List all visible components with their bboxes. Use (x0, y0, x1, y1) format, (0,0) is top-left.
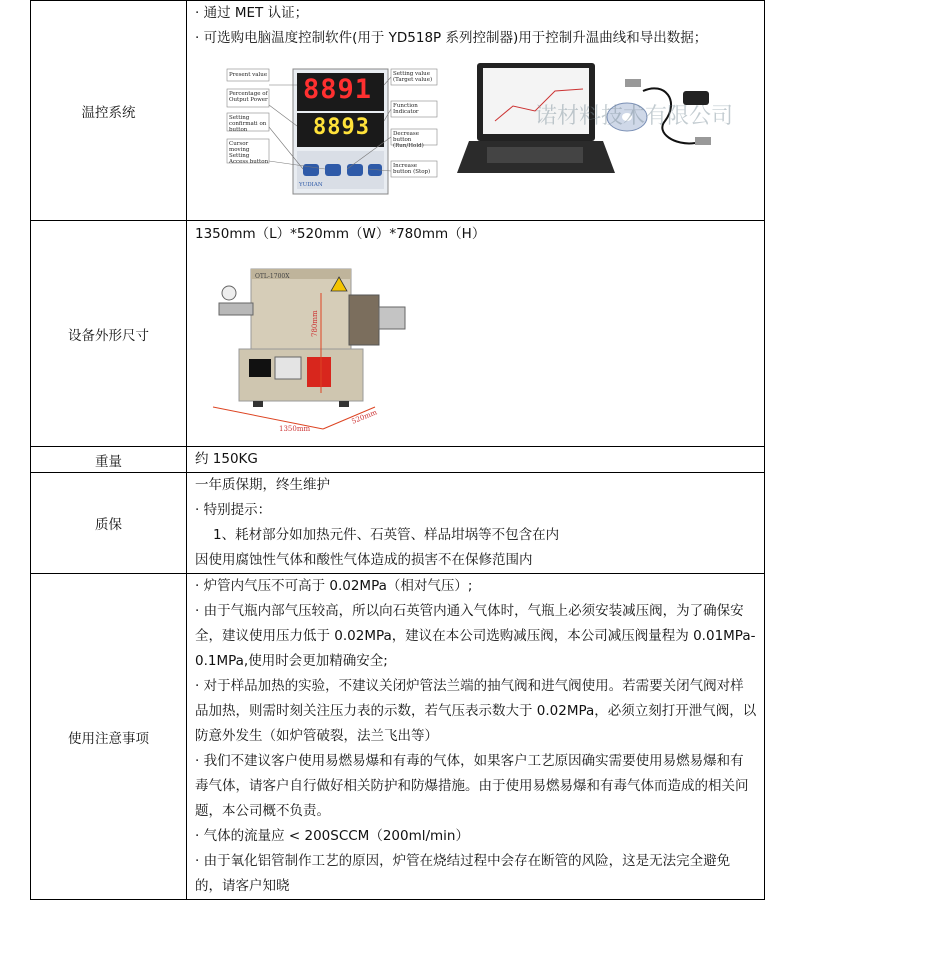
note-3: · 对于样品加热的实验，不建议关闭炉管法兰端的抽气阀和进气阀使用。若需要关闭气阀对样品加热，则需时刻关注压力表的示数，若气压表示数大于 0.02MPa，必须立刻打开泄气阀，以防意外发生（如炉管破裂，法兰飞出等） (195, 678, 757, 744)
note-6: · 由于氧化铝管制作工艺的原因，炉管在烧结过程中会存在断管的风险，这是无法完全避免的，请客户知晓 (195, 853, 731, 894)
callout-confirm-button: Setting confirmati on button (229, 115, 267, 133)
value-dimensions (187, 221, 765, 447)
dim-length-label: 1350mm (279, 425, 311, 433)
furnace-model-label: OTL-1700X (255, 273, 290, 280)
brand-label: YUDIAN (299, 182, 323, 188)
value-warranty (187, 473, 765, 574)
label-warranty: 质保 (31, 473, 187, 574)
temp-line-1: · 通过 MET 认证； (195, 5, 309, 21)
value-weight (187, 447, 765, 473)
row-dimensions (31, 221, 765, 447)
watermark: 诺材料技术有限公司 (535, 104, 734, 129)
callout-present-value: Present value (229, 72, 268, 78)
dim-height-label: 780mm (311, 310, 319, 337)
furnace-image (195, 247, 757, 443)
row-weight (31, 447, 765, 473)
label-dimensions: 设备外形尺寸 (31, 221, 187, 447)
tube-furnace-illustration (209, 247, 449, 443)
note-4: · 我们不建议客户使用易燃易爆和有毒的气体，如果客户工艺原因确实需要使用易燃易爆和有毒气体，请客户自行做好相关防护和防爆措施。由于使用易燃易爆和有毒气体而造成的相关问题，本公司概不负责。 (195, 753, 749, 819)
weight-text: 约 150KG (195, 451, 258, 467)
dimensions-text: 1350mm（L）*520mm（W）*780mm（H） (195, 226, 486, 242)
value-usage-notes (187, 574, 765, 900)
warranty-line-1: 一年质保期，终生维护 (195, 477, 330, 493)
pv-display: 8891 (303, 74, 373, 105)
label-temp-control: 温控系统 (31, 1, 187, 221)
sv-display: 8893 (313, 115, 370, 140)
value-temp-control (187, 1, 765, 221)
note-2: · 由于气瓶内部气压较高，所以向石英管内通入气体时，气瓶上必须安装减压阀，为了确保安全，建议使用压力低于 0.02MPa，建议在本公司选购减压阀，本公司减压阀量程为 0.01MPa-0.1MPa,使用时会更加精确安全; (195, 603, 756, 669)
callout-output-power: Percentage of Output Power (229, 91, 268, 103)
warranty-line-2: · 特别提示： (195, 502, 272, 518)
row-temp-control (31, 1, 765, 221)
callout-increase-button: Increase button (Stop) (393, 163, 431, 175)
note-1: · 炉管内气压不可高于 0.02MPa（相对气压）; (195, 578, 473, 594)
temp-line-2: · 可选购电脑温度控制软件(用于 YD518P 系列控制器)用于控制升温曲线和导出数据； (195, 30, 708, 46)
callout-decrease-button: Decrease button (Run/Hold) (393, 131, 424, 149)
controller-image (195, 51, 757, 201)
row-warranty (31, 473, 765, 574)
warranty-line-3: 1、耗材部分如加热元件、石英管、样品坩埚等不包含在内 (213, 527, 560, 543)
callout-function-indicator: Function Indicator (393, 103, 419, 115)
spec-table (30, 0, 765, 900)
dim-width-label: 520mm (350, 408, 379, 426)
warranty-line-4: 因使用腐蚀性气体和酸性气体造成的损害不在保修范围内 (195, 552, 533, 568)
label-usage-notes: 使用注意事项 (31, 574, 187, 900)
row-usage-notes (31, 574, 765, 900)
label-weight: 重量 (31, 447, 187, 473)
callout-setting-value: Setting value (Target value) (393, 71, 433, 83)
callout-cursor-button: Cursor moving Setting Access button (229, 141, 269, 165)
note-5: · 气体的流量应 < 200SCCM（200ml/min） (195, 828, 469, 844)
